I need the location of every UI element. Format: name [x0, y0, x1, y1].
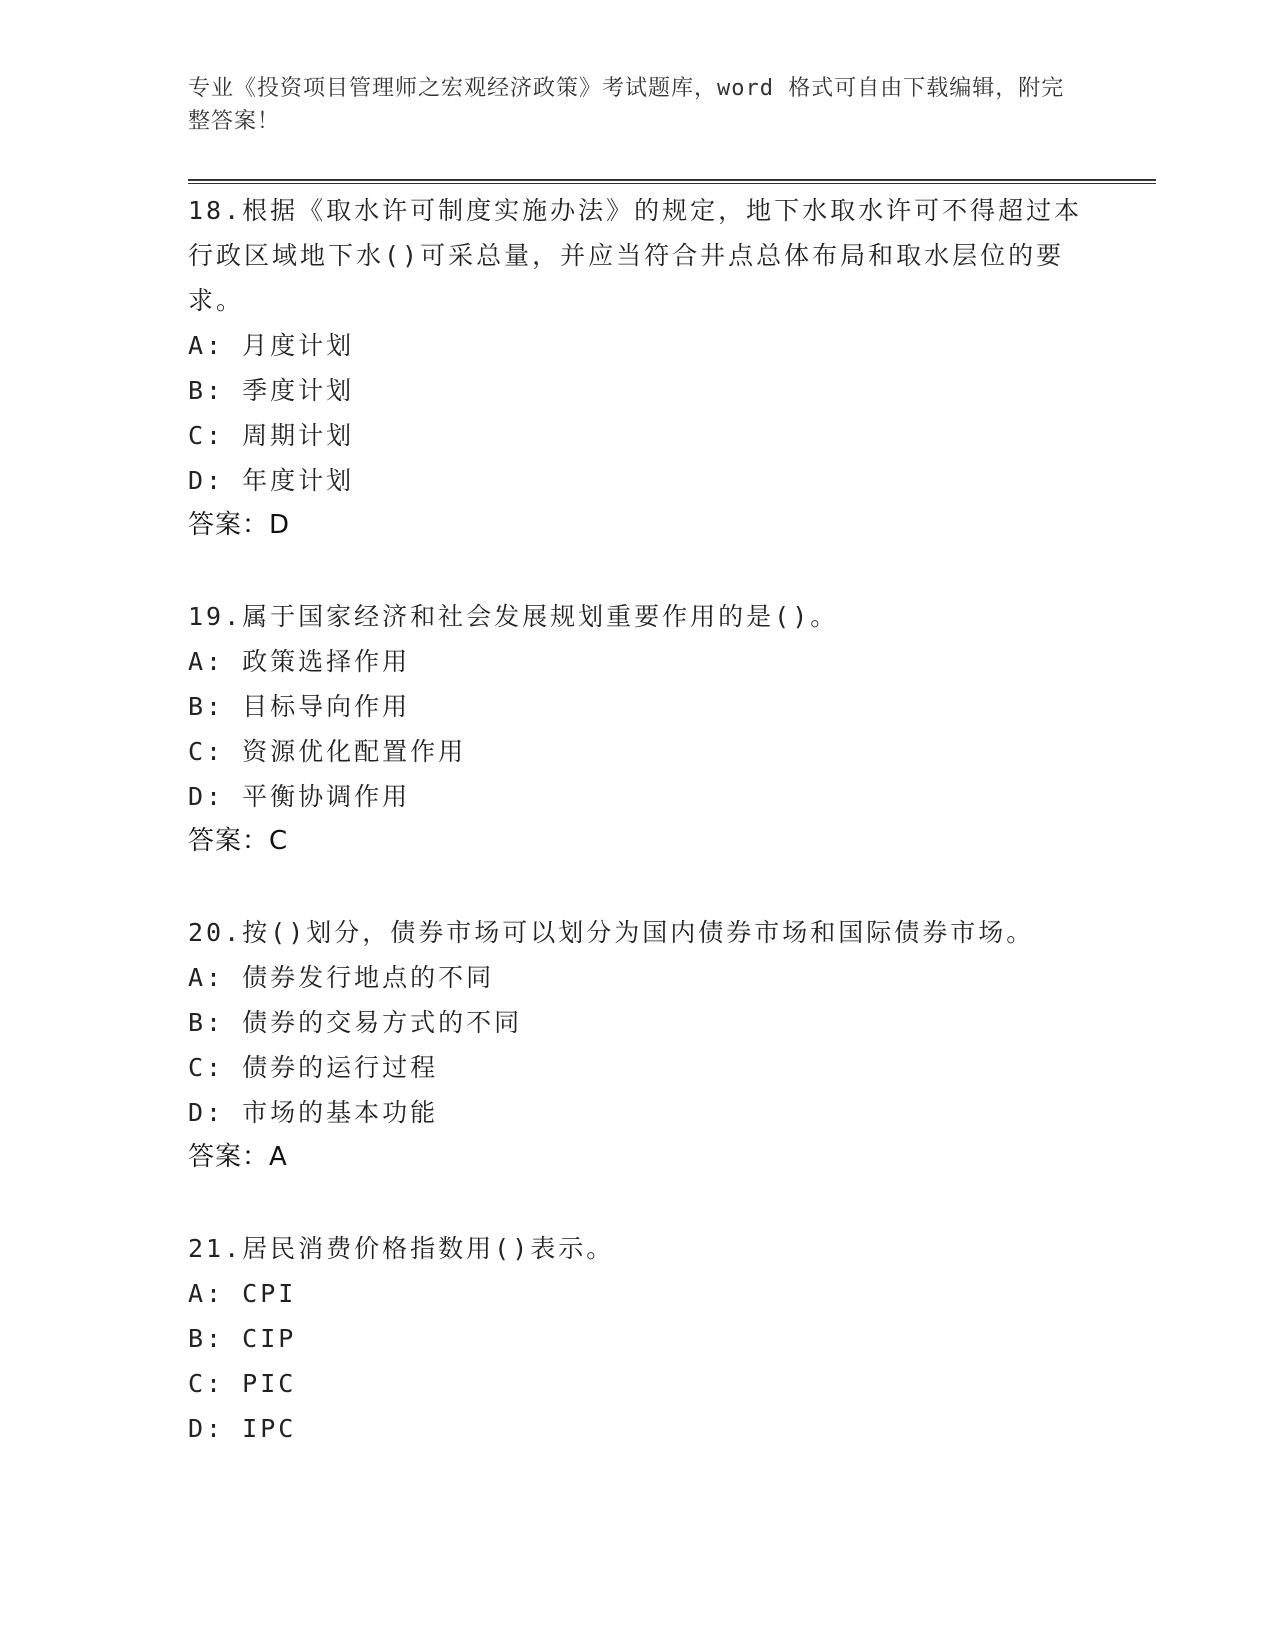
- question-18: [188, 188, 1088, 548]
- option-a: A: 政策选择作用: [188, 647, 411, 676]
- option-a: A: CPI: [188, 1279, 297, 1308]
- question-stem: 18.根据《取水许可制度实施办法》的规定，地下水取水许可不得超过本行政区域地下水()可采总量，并应当符合井点总体布局和取水层位的要求。: [188, 196, 1083, 315]
- option-b: B: 债券的交易方式的不同: [188, 1008, 523, 1037]
- answer-line: 答案：C: [188, 826, 289, 856]
- option-d: D: 市场的基本功能: [188, 1098, 439, 1127]
- header-divider: [188, 179, 1156, 184]
- option-c: C: PIC: [188, 1369, 297, 1398]
- option-d: D: 年度计划: [188, 466, 355, 495]
- option-c: C: 周期计划: [188, 421, 355, 450]
- option-a: A: 债券发行地点的不同: [188, 963, 495, 992]
- answer-line: 答案：D: [188, 510, 291, 540]
- question-stem: 19.属于国家经济和社会发展规划重要作用的是()。: [188, 602, 839, 631]
- question-20: [188, 910, 1088, 1180]
- question-stem: 21.居民消费价格指数用()表示。: [188, 1234, 615, 1263]
- option-c: C: 资源优化配置作用: [188, 737, 467, 766]
- question-21: [188, 1226, 1088, 1451]
- question-stem: 20.按()划分，债券市场可以划分为国内债券市场和国际债券市场。: [188, 918, 1035, 947]
- option-d: D: 平衡协调作用: [188, 782, 411, 811]
- option-c: C: 债券的运行过程: [188, 1053, 439, 1082]
- document-intro: 专业《投资项目管理师之宏观经济政策》考试题库，word 格式可自由下载编辑，附完整答案！: [188, 76, 1065, 134]
- option-a: A: 月度计划: [188, 331, 355, 360]
- answer-line: 答案：A: [188, 1142, 288, 1172]
- option-b: B: 季度计划: [188, 376, 355, 405]
- option-b: B: CIP: [188, 1324, 297, 1353]
- option-d: D: IPC: [188, 1414, 297, 1443]
- option-b: B: 目标导向作用: [188, 692, 411, 721]
- question-19: [188, 594, 1088, 864]
- question-list: [188, 188, 1088, 1497]
